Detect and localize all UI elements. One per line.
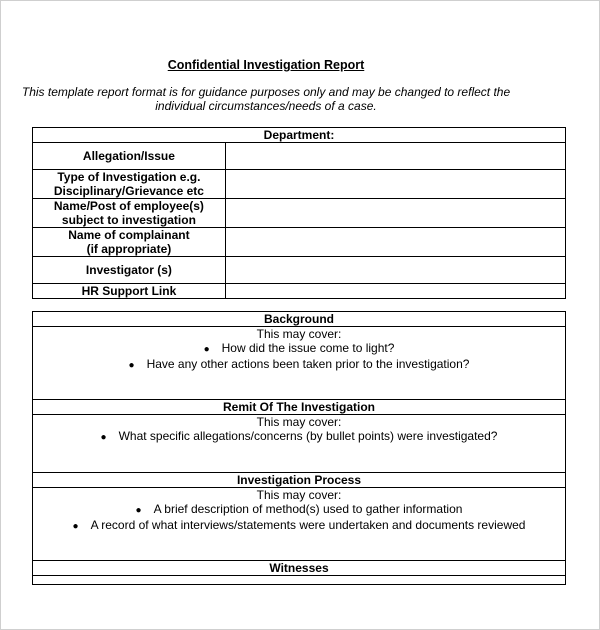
intro-text bbox=[0, 85, 532, 113]
investigator-value-cell[interactable] bbox=[225, 257, 565, 284]
bullet-text: A record of what interviews/statements were undertaken and documents reviewed bbox=[90, 518, 526, 532]
witnesses-heading: Witnesses bbox=[33, 561, 566, 576]
label-line: (if appropriate) bbox=[86, 242, 172, 256]
label-line: Name of complainant bbox=[68, 228, 190, 242]
intro-line-2: individual circumstances/needs of a case. bbox=[155, 99, 377, 113]
bullet-item bbox=[33, 502, 565, 518]
label-line: Type of Investigation e.g. bbox=[57, 170, 201, 184]
bullet-icon: ● bbox=[72, 521, 79, 532]
bullet-icon: ● bbox=[100, 432, 107, 443]
type-value-cell[interactable] bbox=[225, 170, 565, 199]
info-row-type bbox=[33, 170, 566, 199]
sections-table bbox=[32, 311, 566, 585]
label-line: Investigator (s) bbox=[85, 263, 172, 277]
label-line: Allegation/Issue bbox=[82, 149, 175, 163]
info-label bbox=[33, 170, 226, 199]
complainant-value-cell[interactable] bbox=[225, 228, 565, 257]
allegation-value-cell[interactable] bbox=[225, 143, 565, 170]
bullet-item bbox=[33, 429, 565, 445]
label-line: Name/Post of employee(s) bbox=[53, 199, 204, 213]
info-row-employee bbox=[33, 199, 566, 228]
intro-line-1: This template report format is for guidance purposes only and may be changed to reflect the bbox=[21, 85, 511, 99]
hr-support-value-cell[interactable] bbox=[225, 284, 565, 299]
label-line: HR Support Link bbox=[81, 284, 177, 298]
bullet-icon: ● bbox=[128, 360, 135, 371]
cover-text: This may cover: bbox=[256, 327, 342, 341]
process-heading: Investigation Process bbox=[33, 473, 566, 488]
background-heading: Background bbox=[33, 312, 566, 327]
bullet-icon: ● bbox=[135, 505, 142, 516]
info-table bbox=[32, 127, 566, 299]
bullet-text: How did the issue come to light? bbox=[221, 341, 395, 355]
department-header: Department: bbox=[33, 128, 566, 143]
info-row-complainant bbox=[33, 228, 566, 257]
cover-text: This may cover: bbox=[256, 415, 342, 429]
bullet-icon: ● bbox=[203, 344, 210, 355]
background-body[interactable] bbox=[33, 327, 566, 400]
cover-text: This may cover: bbox=[256, 488, 342, 502]
label-line: Disciplinary/Grievance etc bbox=[53, 184, 204, 198]
info-label bbox=[33, 228, 226, 257]
info-row-investigator bbox=[33, 257, 566, 284]
info-label bbox=[33, 284, 226, 299]
info-row-allegation bbox=[33, 143, 566, 170]
witnesses-body[interactable] bbox=[33, 576, 566, 585]
bullet-text: What specific allegations/concerns (by bullet points) were investigated? bbox=[118, 429, 498, 443]
info-label bbox=[33, 199, 226, 228]
process-body[interactable] bbox=[33, 488, 566, 561]
bullet-item bbox=[33, 341, 565, 357]
remit-body[interactable] bbox=[33, 415, 566, 473]
bullet-text: Have any other actions been taken prior to the investigation? bbox=[146, 357, 470, 371]
remit-heading: Remit Of The Investigation bbox=[33, 400, 566, 415]
bullet-item bbox=[33, 357, 565, 373]
document-title: Confidential Investigation Report bbox=[167, 58, 365, 72]
bullet-text: A brief description of method(s) used to gather information bbox=[153, 502, 463, 516]
bullet-item bbox=[33, 518, 565, 534]
label-line: subject to investigation bbox=[61, 213, 196, 227]
info-label bbox=[33, 143, 226, 170]
employee-value-cell[interactable] bbox=[225, 199, 565, 228]
info-row-hr-support bbox=[33, 284, 566, 299]
info-label bbox=[33, 257, 226, 284]
